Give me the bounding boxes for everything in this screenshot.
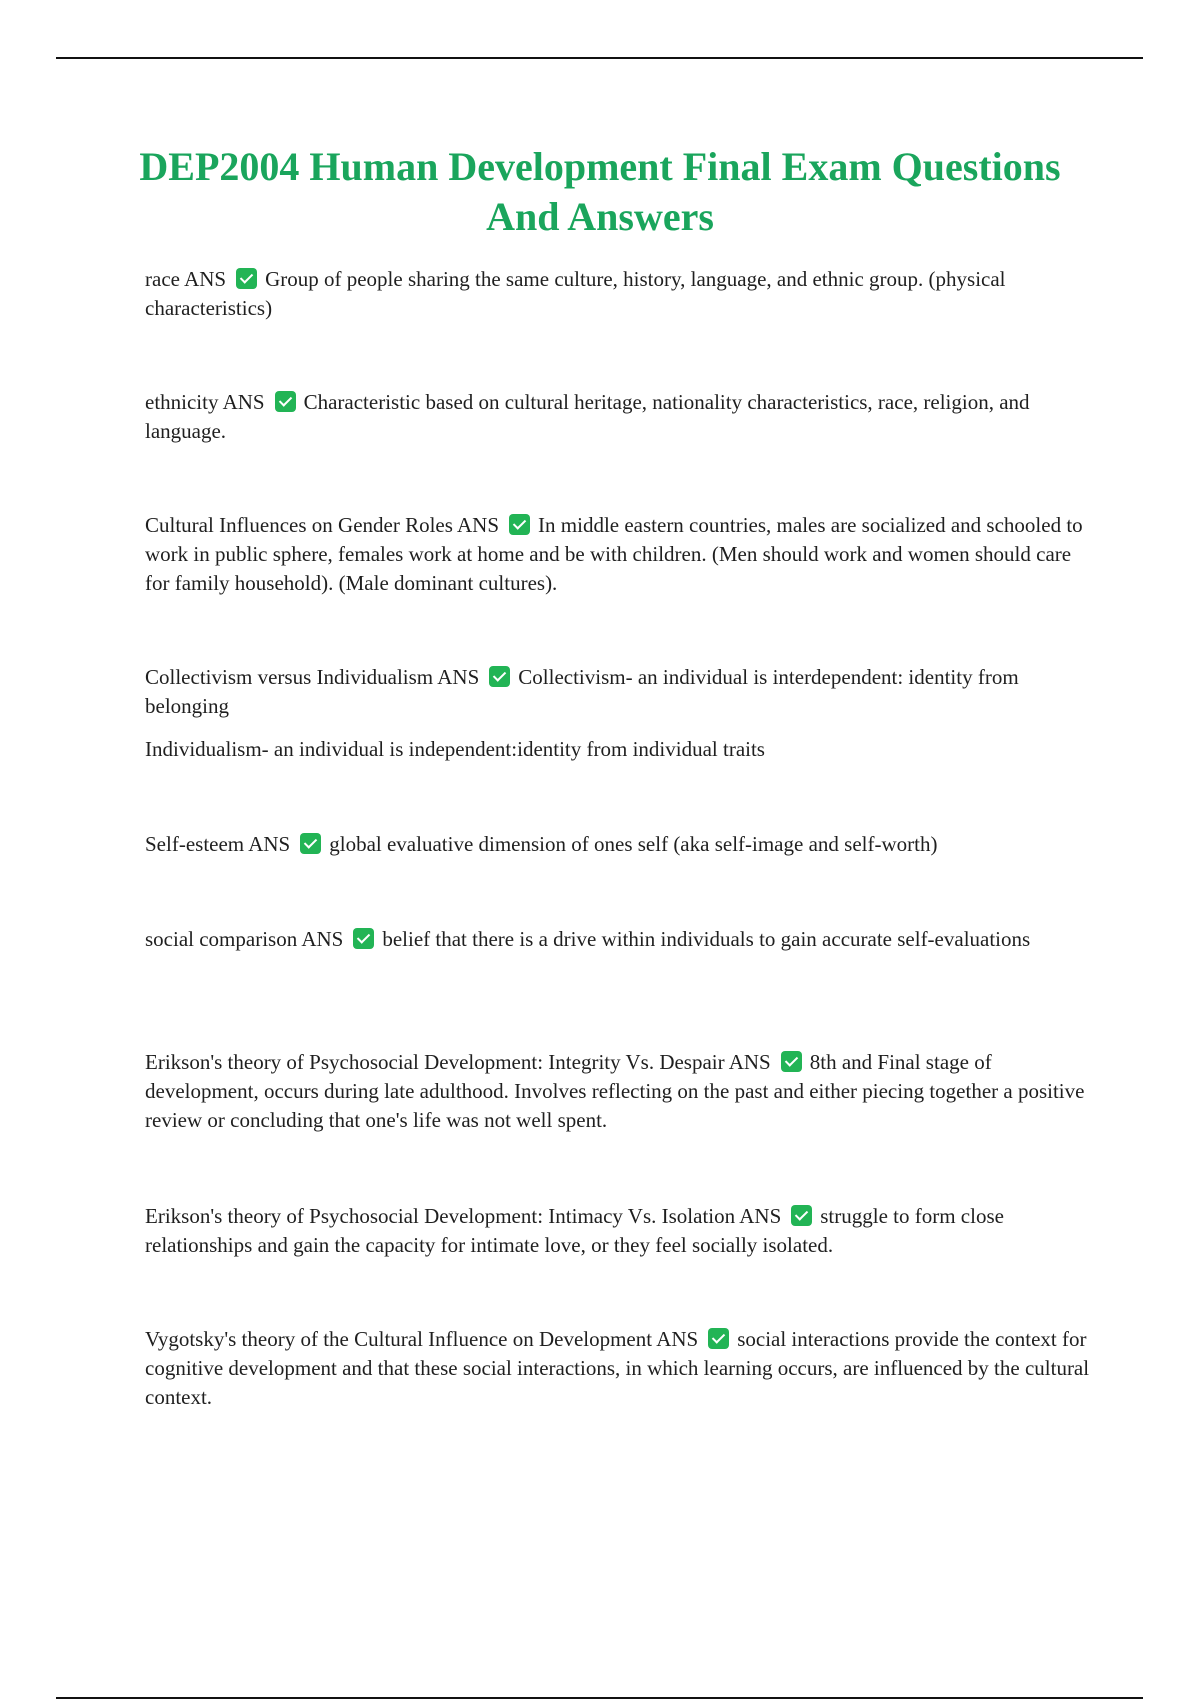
- term: Erikson's theory of Psychosocial Development: Integrity Vs. Despair: [145, 1050, 725, 1074]
- ans-label: ANS: [739, 1204, 782, 1228]
- qa-item-collectivism: [145, 663, 1090, 764]
- term: Erikson's theory of Psychosocial Development: Intimacy Vs. Isolation: [145, 1204, 736, 1228]
- ans-label: ANS: [301, 927, 344, 951]
- qa-item-social-comparison: [145, 925, 1090, 954]
- ans-label: ANS: [222, 390, 265, 414]
- checkmark-icon: [708, 1328, 729, 1349]
- qa-item-integrity-despair: [145, 1048, 1090, 1135]
- top-rule: [56, 57, 1143, 59]
- answer: belief that there is a drive within individuals to gain accurate self-evaluations: [382, 927, 1031, 951]
- term: Self-esteem: [145, 832, 245, 856]
- bottom-rule: [56, 1697, 1143, 1699]
- checkmark-icon: [300, 833, 321, 854]
- ans-label: ANS: [457, 513, 500, 537]
- qa-item-gender-roles: [145, 511, 1090, 598]
- ans-label: ANS: [656, 1327, 699, 1351]
- checkmark-icon: [509, 514, 530, 535]
- term: Vygotsky's theory of the Cultural Influence on Development: [145, 1327, 653, 1351]
- answer: struggle to form close relationships and gain the capacity for intimate love, or they feel socially isolated.: [145, 1204, 1004, 1257]
- document-title: DEP2004 Human Development Final Exam Questions And Answers: [139, 144, 1061, 239]
- answer: 8th and Final stage of development, occurs during late adulthood. Involves reflecting on the past and either piecing together a positive review or concluding that one's life was not well spent.: [145, 1050, 1085, 1132]
- checkmark-icon: [791, 1205, 812, 1226]
- checkmark-icon: [236, 268, 257, 289]
- qa-item-intimacy-isolation: [145, 1202, 1090, 1260]
- ans-label: ANS: [184, 267, 227, 291]
- term: ethnicity: [145, 390, 219, 414]
- ans-label: ANS: [437, 665, 480, 689]
- answer: social interactions provide the context for cognitive development and that these social interactions, in which learning occurs, are influenced by the cultural context.: [145, 1327, 1090, 1409]
- answer: global evaluative dimension of ones self (aka self-image and self-worth): [329, 832, 938, 856]
- qa-item-self-esteem: [145, 830, 1090, 859]
- term: social comparison: [145, 927, 298, 951]
- answer-continuation: Individualism- an individual is independent:identity from individual traits: [145, 737, 765, 761]
- ans-label: ANS: [728, 1050, 771, 1074]
- term: race: [145, 267, 180, 291]
- checkmark-icon: [781, 1051, 802, 1072]
- term: Cultural Influences on Gender Roles: [145, 513, 453, 537]
- term: Collectivism versus Individualism: [145, 665, 434, 689]
- ans-label: ANS: [248, 832, 291, 856]
- answer: Group of people sharing the same culture, history, language, and ethnic group. (physical characteristics): [145, 267, 1006, 320]
- checkmark-icon: [353, 928, 374, 949]
- answer: Collectivism- an individual is interdependent: identity from belonging: [145, 665, 1019, 718]
- checkmark-icon: [275, 391, 296, 412]
- answer: Characteristic based on cultural heritage, nationality characteristics, race, religion, and language.: [145, 390, 1030, 443]
- answer: In middle eastern countries, males are socialized and schooled to work in public sphere, females work at home and be with children. (Men should work and women should care for family household). (Male dominant cultures).: [145, 513, 1083, 595]
- qa-item-ethnicity: [145, 388, 1090, 446]
- qa-item-race: [145, 265, 1090, 323]
- checkmark-icon: [489, 666, 510, 687]
- qa-item-vygotsky: [145, 1325, 1090, 1412]
